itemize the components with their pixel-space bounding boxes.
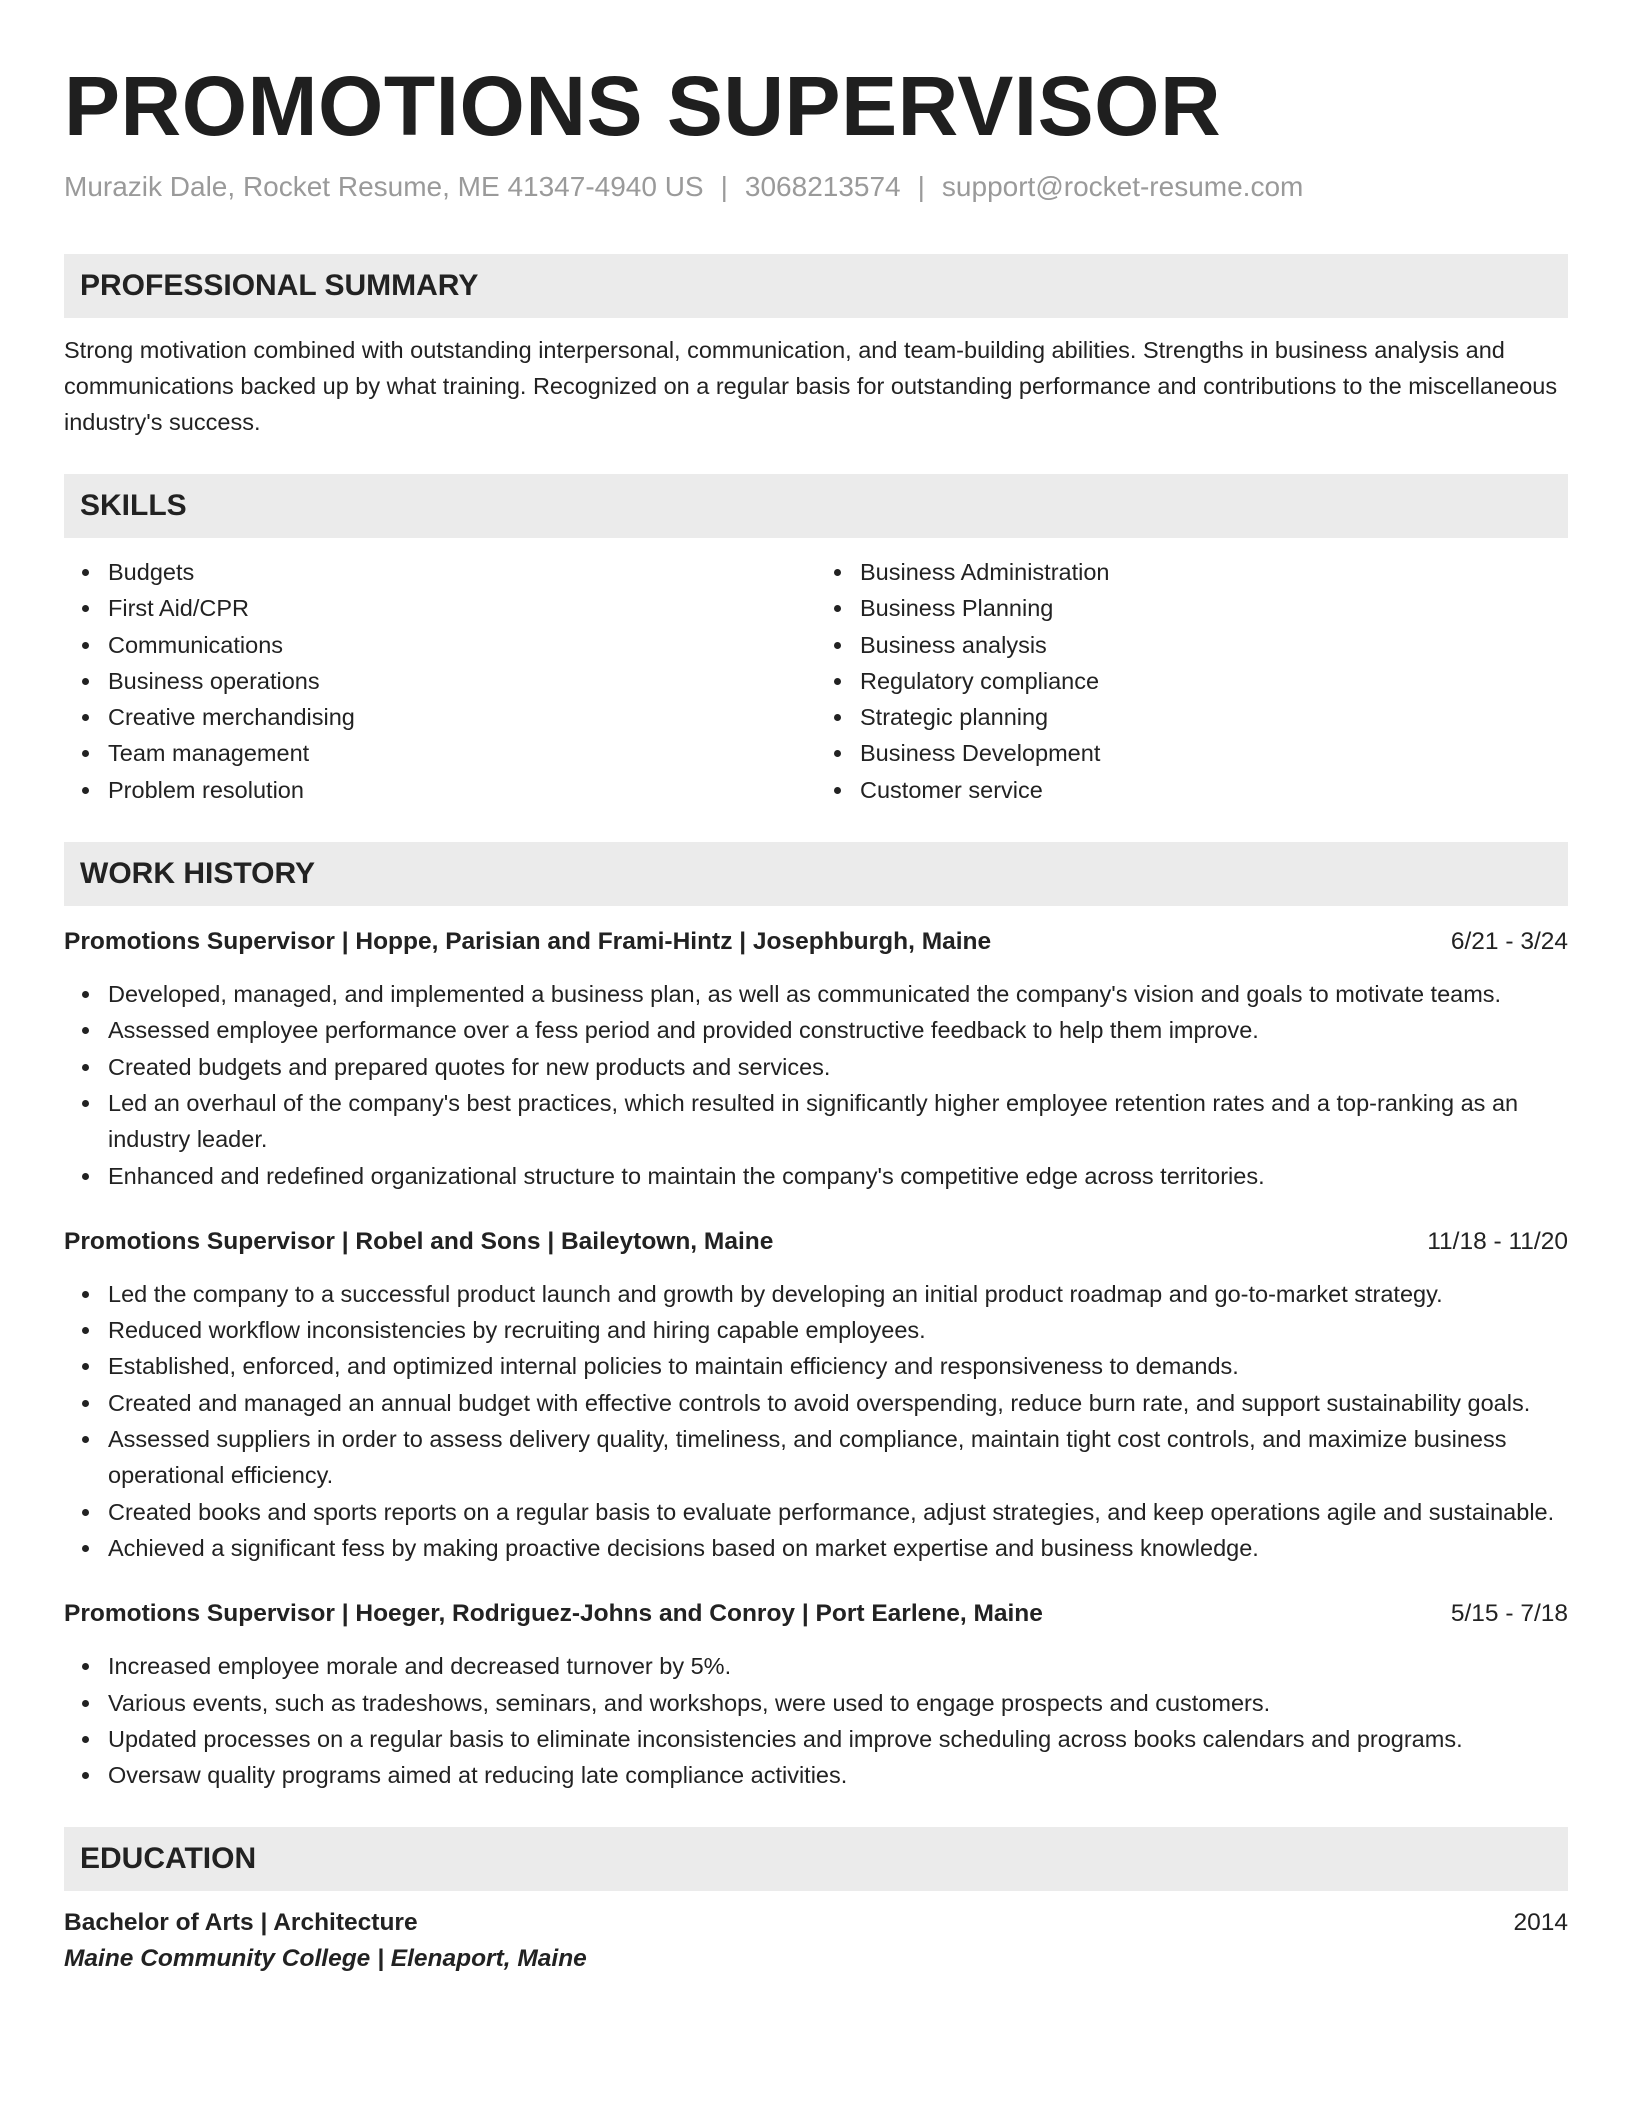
- section-heading-work: WORK HISTORY: [64, 842, 1568, 906]
- skill-item: Regulatory compliance: [860, 663, 1568, 699]
- skill-item: Team management: [108, 735, 816, 771]
- job-bullet: Led the company to a successful product launch and growth by developing an initial product roadmap and go-to-market strategy.: [108, 1276, 1568, 1312]
- contact-line: [64, 170, 1568, 204]
- degree: Bachelor of Arts | Architecture: [64, 1909, 418, 1937]
- job-header: [64, 1224, 1568, 1260]
- skills-column-left: [64, 554, 816, 808]
- skill-item: Communications: [108, 627, 816, 663]
- contact-email: support@rocket-resume.com: [941, 171, 1304, 202]
- skill-item: Strategic planning: [860, 699, 1568, 735]
- job-bullet: Enhanced and redefined organizational structure to maintain the company's competitive edge across territories.: [108, 1158, 1568, 1194]
- job-bullet: Created budgets and prepared quotes for new products and services.: [108, 1049, 1568, 1085]
- skill-item: Business Planning: [860, 590, 1568, 626]
- contact-separator: |: [720, 171, 728, 202]
- job-header: [64, 924, 1568, 960]
- job-bullets: [64, 1648, 1568, 1793]
- job-bullets: [64, 1276, 1568, 1566]
- job-bullet: Created and managed an annual budget with effective controls to avoid overspending, reduce burn rate, and support sustainability goals.: [108, 1385, 1568, 1421]
- job-dates: 11/18 - 11/20: [1427, 1227, 1568, 1255]
- contact-separator: |: [917, 171, 925, 202]
- skill-item: Creative merchandising: [108, 699, 816, 735]
- school: Maine Community College | Elenaport, Maine: [64, 1945, 587, 1973]
- education-row: [64, 1905, 1568, 1941]
- section-heading-skills: SKILLS: [64, 474, 1568, 538]
- job-bullet: Developed, managed, and implemented a business plan, as well as communicated the company's vision and goals to motivate teams.: [108, 976, 1568, 1012]
- job-bullet: Led an overhaul of the company's best practices, which resulted in significantly higher employee retention rates and a top-ranking as an industry leader.: [108, 1085, 1568, 1158]
- skills-column-right: [816, 554, 1568, 808]
- job-bullet: Reduced workflow inconsistencies by recruiting and hiring capable employees.: [108, 1312, 1568, 1348]
- job-bullet: Achieved a significant fess by making proactive decisions based on market expertise and business knowledge.: [108, 1530, 1568, 1566]
- job-bullet: Updated processes on a regular basis to eliminate inconsistencies and improve scheduling across books calendars and programs.: [108, 1721, 1568, 1757]
- section-heading-summary: PROFESSIONAL SUMMARY: [64, 254, 1568, 318]
- job-entry: [64, 924, 1568, 1194]
- skill-item: Business analysis: [860, 627, 1568, 663]
- job-title: Promotions Supervisor | Hoeger, Rodriguez-Johns and Conroy | Port Earlene, Maine: [64, 1600, 1043, 1628]
- job-bullet: Established, enforced, and optimized internal policies to maintain efficiency and responsiveness to demands.: [108, 1348, 1568, 1384]
- job-dates: 5/15 - 7/18: [1450, 1600, 1568, 1628]
- job-bullet: Oversaw quality programs aimed at reducing late compliance activities.: [108, 1757, 1568, 1793]
- skill-item: Customer service: [860, 772, 1568, 808]
- job-bullet: Created books and sports reports on a regular basis to evaluate performance, adjust strategies, and keep operations agile and sustainable.: [108, 1494, 1568, 1530]
- section-heading-education: EDUCATION: [64, 1827, 1568, 1891]
- job-bullet: Increased employee morale and decreased turnover by 5%.: [108, 1648, 1568, 1684]
- skill-item: Budgets: [108, 554, 816, 590]
- contact-phone: 3068213574: [744, 171, 901, 202]
- summary-text: Strong motivation combined with outstanding interpersonal, communication, and team-building abilities. Strengths in business analysis and communications backed up by what training. Recognized on a regular basis for outstanding performance and contributions to the miscellaneous industry's success.: [64, 337, 1558, 435]
- job-bullets: [64, 976, 1568, 1194]
- work-history: [64, 924, 1568, 1793]
- job-dates: 6/21 - 3/24: [1450, 928, 1568, 956]
- job-bullet: Various events, such as tradeshows, seminars, and workshops, were used to engage prospects and customers.: [108, 1685, 1568, 1721]
- education-entry: [64, 1905, 1568, 1977]
- skills-list: [64, 554, 1568, 808]
- skill-item: Business Administration: [860, 554, 1568, 590]
- contact-address: Murazik Dale, Rocket Resume, ME 41347-4940 US: [64, 171, 704, 202]
- candidate-name: PROMOTIONS SUPERVISOR: [64, 59, 1222, 153]
- job-entry: [64, 1596, 1568, 1793]
- job-bullet: Assessed suppliers in order to assess delivery quality, timeliness, and compliance, maintain tight cost controls, and maximize business operational efficiency.: [108, 1421, 1568, 1494]
- job-title: Promotions Supervisor | Robel and Sons | Baileytown, Maine: [64, 1227, 774, 1255]
- job-bullet: Assessed employee performance over a fess period and provided constructive feedback to help them improve.: [108, 1012, 1568, 1048]
- skill-item: Business Development: [860, 735, 1568, 771]
- job-entry: [64, 1224, 1568, 1566]
- skill-item: Business operations: [108, 663, 816, 699]
- skill-item: First Aid/CPR: [108, 590, 816, 626]
- skill-item: Problem resolution: [108, 772, 816, 808]
- job-header: [64, 1596, 1568, 1632]
- job-title: Promotions Supervisor | Hoppe, Parisian and Frami-Hintz | Josephburgh, Maine: [64, 928, 992, 956]
- graduation-year: 2014: [1513, 1909, 1568, 1937]
